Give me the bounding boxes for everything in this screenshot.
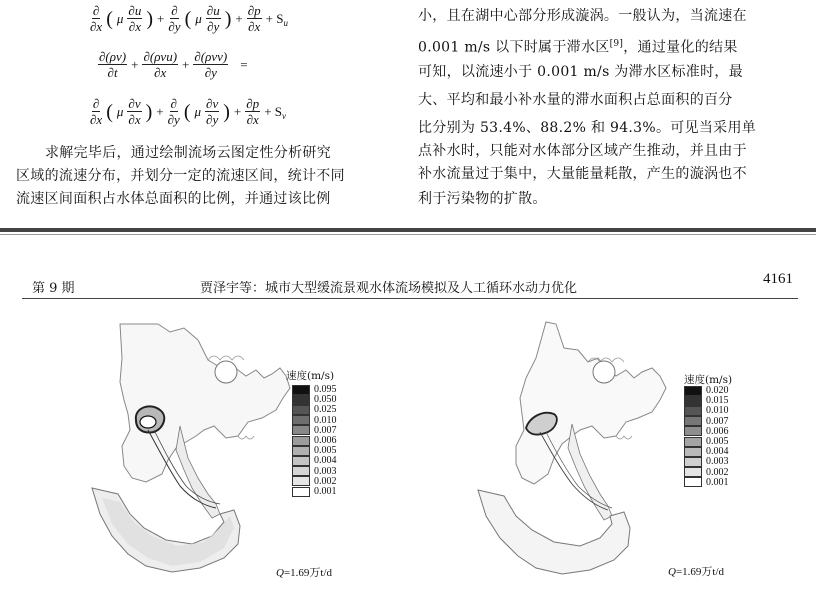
legend-value: 0.005 (314, 445, 337, 457)
legend-swatch (292, 436, 310, 446)
legend-value: 0.004 (706, 446, 729, 458)
legend-value: 0.010 (314, 414, 337, 426)
legend-value: 0.002 (314, 475, 337, 487)
legend-value: 0.020 (706, 385, 729, 396)
flow-rate-symbol: Q (668, 566, 676, 578)
legend-value: 0.001 (314, 486, 337, 497)
legend-swatch (292, 415, 310, 425)
left-text-line: 流速区间面积占水体总面积的比例，并通过该比例 (16, 191, 331, 207)
legend-swatch (292, 476, 310, 486)
right-text-line: 小，且在湖中心部分形成漩涡。一般认为，当流速在 (418, 8, 747, 24)
right-text-line: 补水流量过于集中，大量能量耗散，产生的漩涡也不 (418, 166, 747, 182)
right-text-segment: ，通过量化的结果 (623, 39, 738, 56)
lake-outline-upper (120, 324, 290, 482)
legend-swatch (292, 385, 310, 395)
issue-label: 第 9 期 (32, 281, 75, 296)
legend-value: 0.015 (706, 395, 729, 407)
right-text-line: 大、平均和最小补水量的滞水面积占总面积的百分 (418, 92, 733, 108)
legend-swatch (292, 446, 310, 456)
equation-1-source-term: + S (265, 11, 284, 26)
legend-entry (684, 477, 729, 488)
legend-swatch (292, 466, 310, 476)
flow-rate-symbol: Q (276, 567, 284, 579)
legend-value: 0.010 (706, 405, 729, 417)
left-text-line: 区域的流速分布，并划分一定的流速区间，统计不同 (16, 168, 345, 184)
legend-title-left: 速度(m/s) (286, 370, 335, 382)
lake-outline-lower (478, 490, 630, 574)
legend-swatch (684, 426, 702, 436)
header-rule (22, 298, 798, 299)
legend-entry (292, 486, 337, 497)
legend-swatch (684, 437, 702, 447)
legend-value: 0.006 (706, 425, 729, 437)
running-title: 贾泽宇等：城市大型缓流景观水体流场模拟及人工循环水动力优化 (200, 281, 578, 296)
legend-swatch (292, 395, 310, 405)
legend-swatch (684, 396, 702, 406)
page-number: 4161 (763, 271, 793, 287)
flow-rate-value: =1.69万t/d (675, 566, 725, 578)
legend-value: 0.095 (314, 384, 337, 395)
flow-rate-value: =1.69万t/d (283, 567, 333, 579)
citation-ref: [9] (609, 39, 624, 49)
island (215, 361, 237, 383)
legend-value: 0.001 (706, 476, 729, 488)
legend-swatch (292, 456, 310, 466)
right-text-line-with-citation (418, 33, 738, 59)
legend-value: 0.002 (706, 466, 729, 478)
flow-rate-label-left (276, 564, 332, 580)
legend-value: 0.025 (314, 404, 337, 416)
page-bottom-rule-thick (0, 228, 816, 232)
legend-value: 0.050 (314, 394, 337, 406)
legend-value: 0.007 (706, 415, 729, 427)
island (593, 361, 615, 383)
legend-value: 0.003 (314, 465, 337, 477)
equation-2-equals: = (240, 57, 248, 72)
legend-swatch (684, 386, 702, 396)
legend-value: 0.004 (314, 455, 337, 467)
right-text-line: 点补水时，只能对水体部分区域产生推动，并且由于 (418, 143, 747, 159)
right-text-line: 可知，以流速小于 0.001 m/s 为滞水区标准时，最 (418, 64, 744, 80)
legend-swatch (684, 467, 702, 477)
equation-line-1: $\frac{\partial}{\partial x}$ ( μ $\frac{\partial u}{\partial x}$ ) + $\frac{\partial}{\partial y}$ ( μ $\frac{\partial u}{\partial y}$ ) + $\frac{\partial p}{\partial x}$ + S $_u$ (90, 3, 288, 34)
left-text-line: 求解完毕后，通过绘制流场云图定性分析研究 (45, 145, 331, 161)
legend-value: 0.005 (706, 436, 729, 447)
legend-value: 0.003 (706, 456, 729, 468)
equation-3-subscript: v (282, 111, 286, 121)
flow-rate-label-right (668, 563, 724, 579)
equation-3-source-term: + S (264, 104, 282, 119)
equation-line-3: $\frac{\partial}{\partial x}$ ( μ $\frac{\partial v}{\partial x}$ ) + $\frac{\partial}{\partial y}$ ( μ $\frac{\partial v}{\partial y}$ ) + $\frac{\partial p}{\partial x}$ + S $_v$ (90, 96, 286, 127)
legend-swatch (292, 487, 310, 497)
legend-title-right: 速度(m/s) (684, 374, 733, 386)
legend-value: 0.006 (314, 435, 337, 446)
page-bottom-rule-thin (0, 234, 816, 235)
legend-value: 0.007 (314, 424, 337, 436)
legend-swatch (292, 405, 310, 415)
lake-neck (176, 426, 220, 518)
equation-1-subscript: u (283, 18, 288, 28)
legend-swatch (684, 406, 702, 416)
legend-swatch (292, 425, 310, 435)
legend-swatch (684, 477, 702, 487)
right-text-line: 比分别为 53.4%、88.2% 和 94.3%。可见当采用单 (418, 120, 757, 136)
lake-outline-upper (516, 322, 666, 484)
equation-line-2: $\frac{\partial(\rho v)}{\partial t}$ + $\frac{\text{∂(ρvu)}}{\partial x}$ + $\frac{\text{∂(ρvv)}}{\partial y}$ = (99, 49, 248, 80)
legend-swatch (684, 457, 702, 467)
legend-swatch (684, 447, 702, 457)
right-text-line: 利于污染物的扩散。 (418, 191, 547, 207)
right-text-segment: 0.001 m/s 以下时属于滞水区 (418, 39, 610, 56)
vortex-core (140, 416, 156, 428)
legend-swatch (684, 416, 702, 426)
